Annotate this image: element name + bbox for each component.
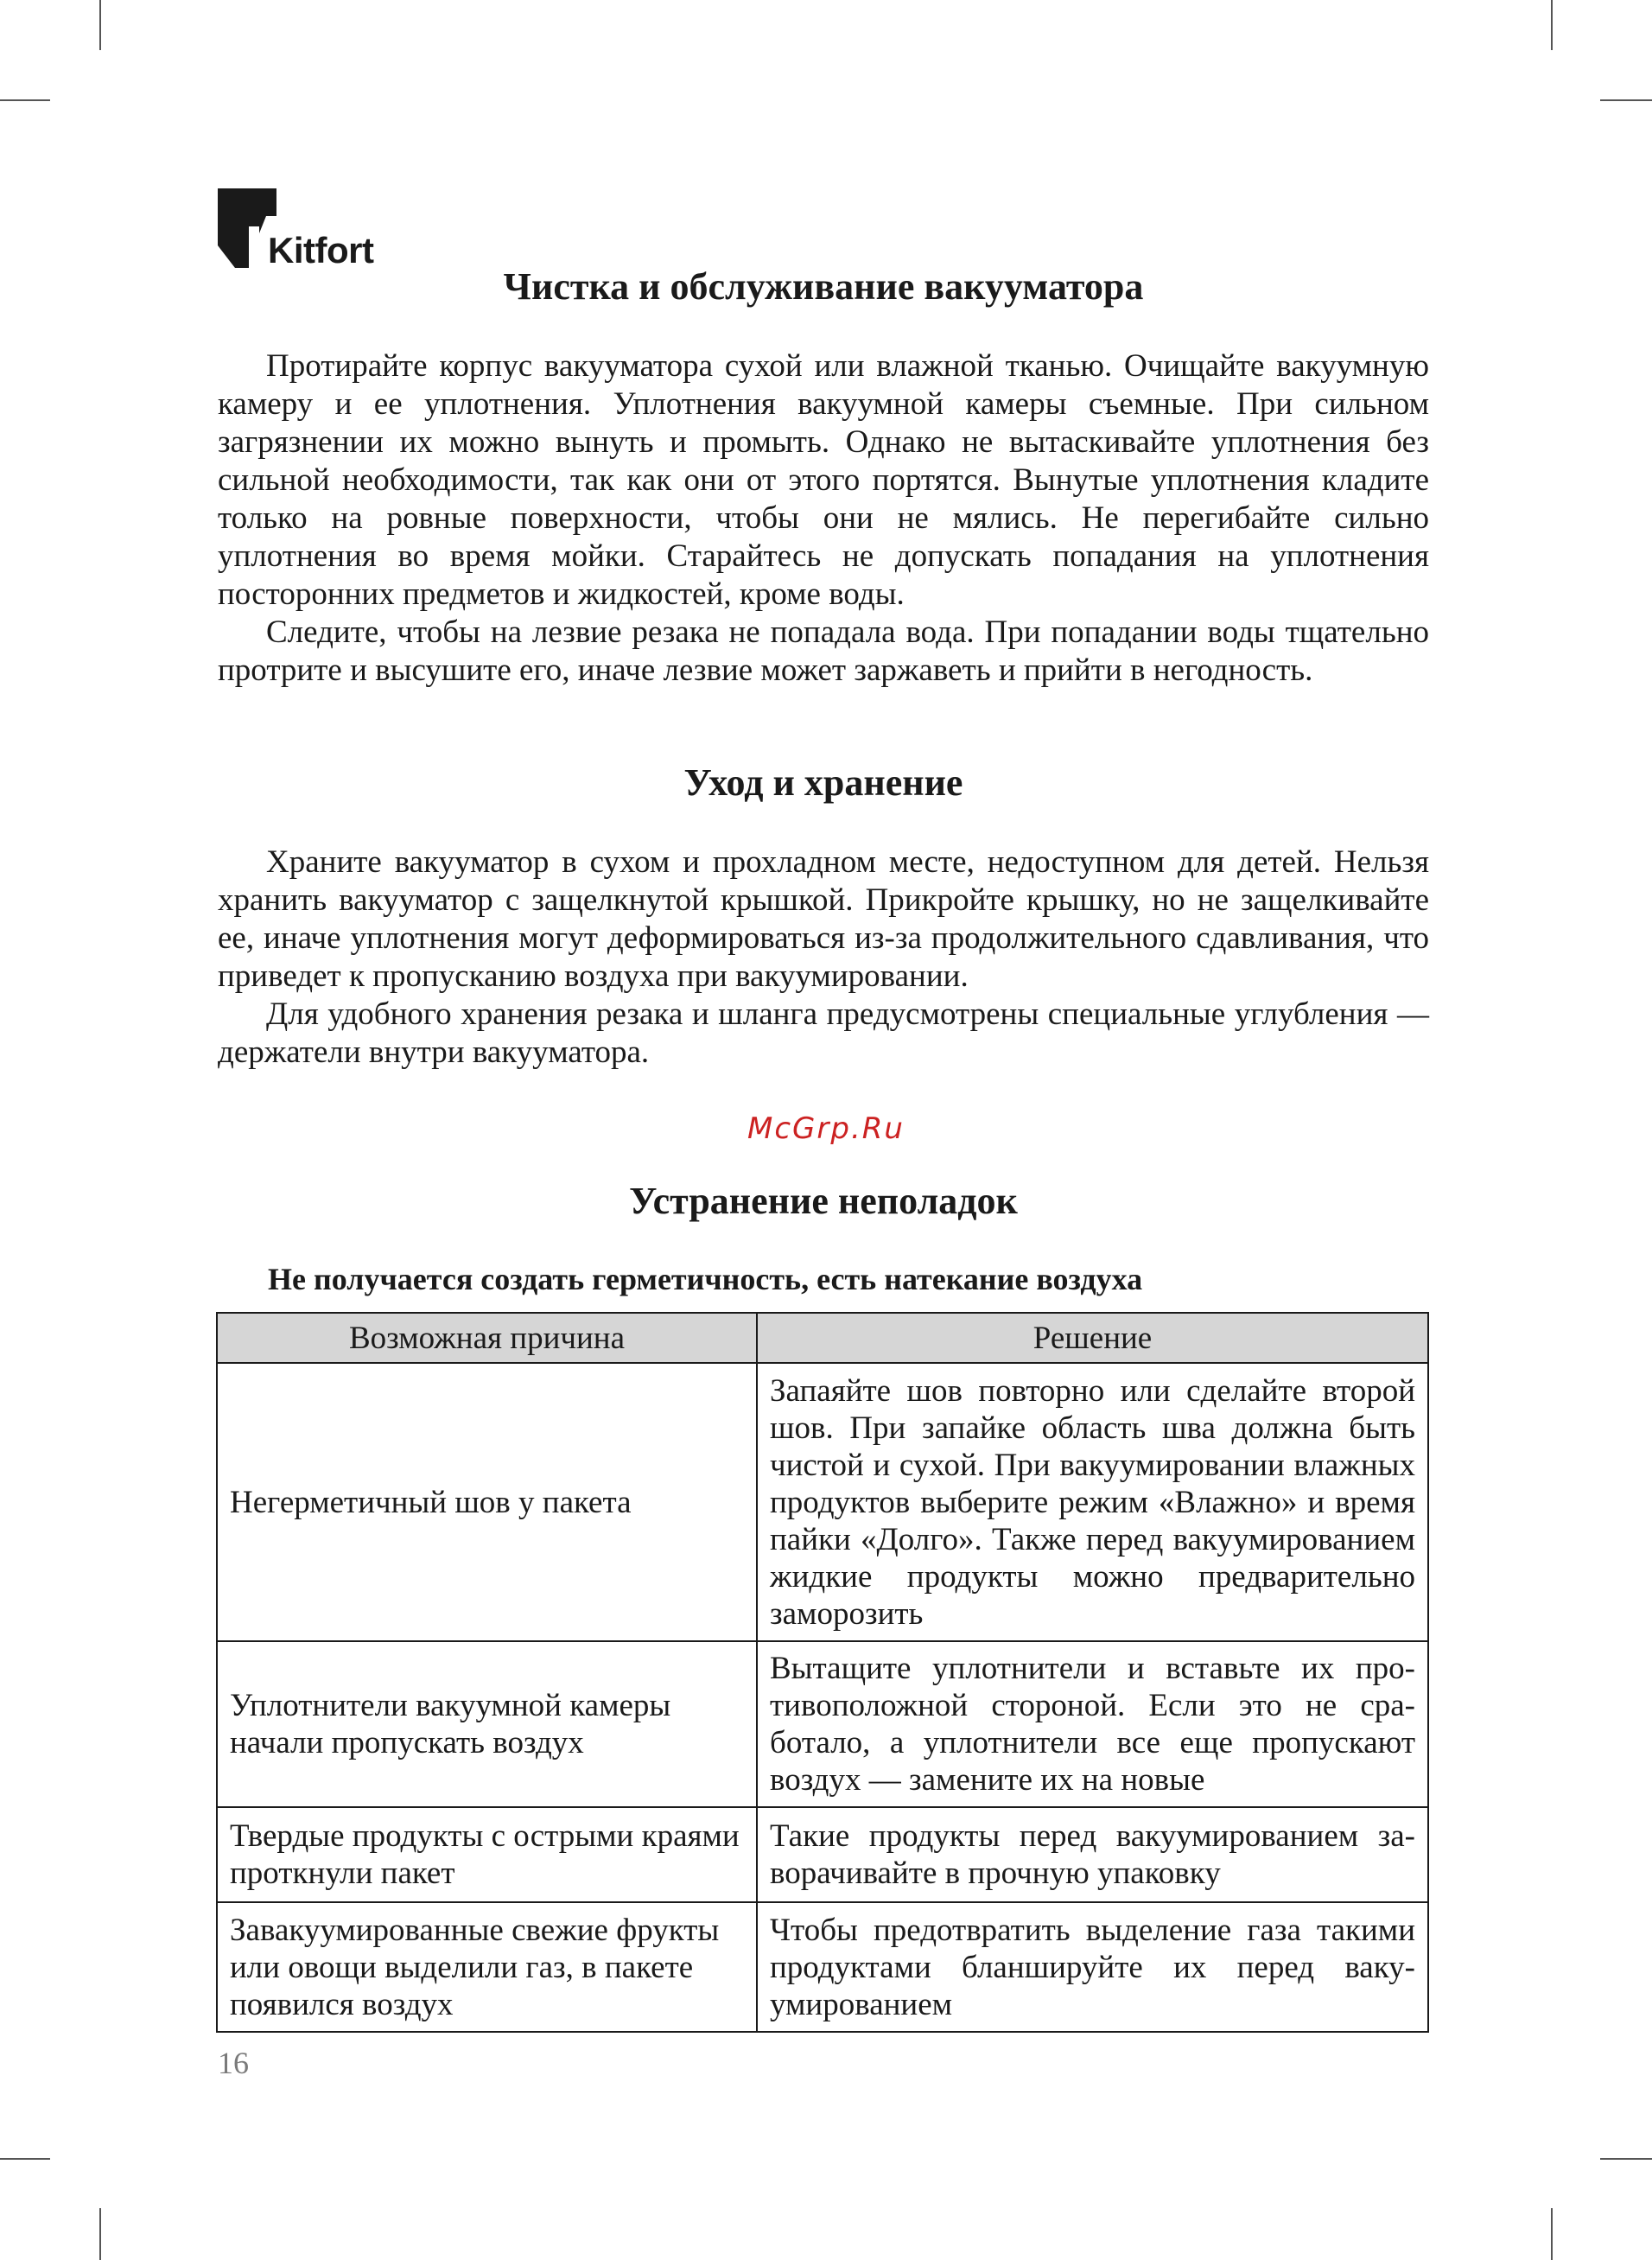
table-row (217, 1641, 1428, 1807)
troubleshooting-table (216, 1312, 1429, 2033)
table-row (217, 1363, 1428, 1641)
solution-cell: Такие продукты перед вакуумированием заворачивайте в прочную упаковку (757, 1807, 1428, 1902)
cause-cell: Завакуумированные свежие фрукты или овощи выделили газ, в пакете появился воздух (217, 1902, 757, 2032)
solution-cell: Чтобы предотвратить выделение газа такими продуктами бланшируйте их перед вакуумированием (757, 1902, 1428, 2032)
column-header-cause: Возможная причина (217, 1313, 757, 1363)
section-cleaning-body (218, 347, 1429, 690)
paragraph: Для удобного хранения резака и шланга предусмотрены специальные углубления — держатели внутри вакууматора. (218, 996, 1429, 1070)
paragraph: Следите, чтобы на лезвие резака не попадала вода. При попадании воды тщательно протрите и высушите его, иначе лезвие может заржаветь и прийти в негодность. (218, 614, 1429, 688)
crop-mark (1600, 99, 1652, 101)
crop-mark (0, 2158, 50, 2160)
section-title-troubleshooting: Устранение неполадок (629, 1180, 1018, 1222)
page-number: 16 (218, 2046, 249, 2080)
crop-mark (0, 99, 50, 101)
table-row (217, 1807, 1428, 1902)
crop-mark (1551, 0, 1553, 50)
section-storage-body (218, 844, 1429, 1072)
table-header-row (217, 1313, 1428, 1363)
paragraph: Храните вакууматор в сухом и прохладном месте, недоступном для детей. Нельзя хранить вакууматор с защелкнутой крышкой. Прикройте крышку, но не защелкивайте ее, иначе уплотнения могут деформироваться из-за продолжительного сдавливания, что приведет к пропусканию воздуха при вакуумировании. (218, 844, 1429, 994)
section-title-cleaning: Чистка и обслуживание вакууматора (503, 265, 1144, 308)
solution-cell: Вытащите уплотнители и вставьте их противоположной стороной. Если это не сработало, а уплотнители все еще пропускают воздух — замените их на новые (757, 1641, 1428, 1807)
section-storage (218, 761, 1429, 805)
table-row (217, 1902, 1428, 2032)
watermark-link[interactable]: McGrp.Ru (747, 1111, 905, 1146)
cause-cell: Негерметичный шов у пакета (217, 1363, 757, 1641)
crop-mark (1551, 2208, 1553, 2260)
column-header-solution: Решение (757, 1313, 1428, 1363)
section-troubleshooting (218, 1179, 1429, 1224)
section-title-storage: Уход и хранение (683, 761, 963, 804)
section-cleaning (218, 264, 1429, 309)
crop-mark (99, 0, 101, 50)
brand-name: Kitfort (268, 230, 374, 271)
cause-cell: Уплотнители вакуумной камеры начали пропускать воздух (217, 1641, 757, 1807)
paragraph: Протирайте корпус вакууматора сухой или влажной тканью. Очищайте вакуумную камеру и ее уплотнения. Уплотнения вакуумной камеры съемные. При сильном загрязнении их можно вынуть и промыть. Однако не вытаскивайте уплотнения без сильной необходимости, так как они от этого портятся. Вынутые уплотнения кладите только на ровные поверхности, чтобы они не мялись. Не перегибайте сильно уплотнения во время мойки. Старайтесь не допускать попадания на уплотнения посторонних предметов и жидкостей, кроме воды. (218, 348, 1429, 612)
crop-mark (1600, 2158, 1652, 2160)
problem-heading: Не получается создать герметичность, есть натекание воздуха (268, 1262, 1143, 1296)
solution-cell: Запаяйте шов повторно или сделайте второй шов. При запайке область шва должна быть чистой и сухой. При вакуумировании влажных продуктов выберите режим «Влажно» и время пайки «Долго». Также перед вакуумированием жидкие продукты можно предварительно заморозить (757, 1363, 1428, 1641)
cause-cell: Твердые продукты с острыми краями проткнули пакет (217, 1807, 757, 1902)
crop-mark (99, 2208, 101, 2260)
